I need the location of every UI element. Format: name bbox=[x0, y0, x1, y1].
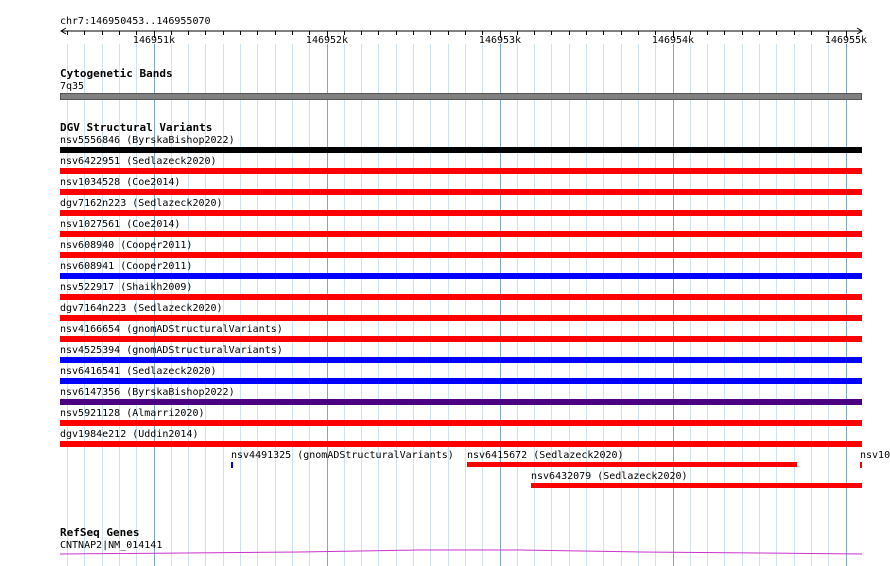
tick-label: 146954k bbox=[651, 35, 695, 46]
feature-label: nsv6432079 (Sedlazeck2020) bbox=[531, 471, 688, 482]
feature-label: nsv10 bbox=[860, 450, 890, 461]
variant-bar[interactable] bbox=[60, 378, 862, 384]
variant-bar[interactable] bbox=[60, 294, 862, 300]
variant-bar[interactable] bbox=[60, 315, 862, 321]
variant-bar[interactable] bbox=[60, 273, 862, 279]
variant-bar[interactable] bbox=[467, 462, 797, 467]
tick-label: 146951k bbox=[132, 35, 176, 46]
variant-label: dgv7164n223 (Sedlazeck2020) bbox=[60, 303, 223, 314]
gene-label: CNTNAP2|NM_014141 bbox=[60, 540, 163, 551]
variant-bar[interactable] bbox=[60, 441, 862, 447]
variant-label: nsv6416541 (Sedlazeck2020) bbox=[60, 366, 217, 377]
gene-feature[interactable] bbox=[0, 546, 890, 558]
variant-label: dgv7162n223 (Sedlazeck2020) bbox=[60, 198, 223, 209]
track-title: DGV Structural Variants bbox=[60, 121, 213, 134]
variant-label: nsv608941 (Cooper2011) bbox=[60, 261, 193, 272]
feature-label: nsv4491325 (gnomADStructuralVariants) bbox=[231, 450, 454, 461]
variant-bar[interactable] bbox=[860, 462, 862, 468]
variant-bar[interactable] bbox=[60, 252, 862, 258]
variant-label: nsv522917 (Shaikh2009) bbox=[60, 282, 193, 293]
variant-label: nsv5921128 (Almarri2020) bbox=[60, 408, 205, 419]
variant-bar[interactable] bbox=[60, 399, 862, 405]
variant-label: nsv4525394 (gnomADStructuralVariants) bbox=[60, 345, 283, 356]
cytoband-bar[interactable] bbox=[60, 93, 862, 100]
variant-bar[interactable] bbox=[60, 189, 862, 195]
tick-label: 146953k bbox=[478, 35, 522, 46]
variant-label: nsv6422951 (Sedlazeck2020) bbox=[60, 156, 217, 167]
variant-label: nsv1034528 (Coe2014) bbox=[60, 177, 181, 188]
variant-label: nsv1027561 (Coe2014) bbox=[60, 219, 181, 230]
band-label: 7q35 bbox=[60, 81, 85, 92]
variant-label: nsv608940 (Cooper2011) bbox=[60, 240, 193, 251]
variant-bar[interactable] bbox=[231, 462, 233, 468]
variant-bar[interactable] bbox=[531, 483, 862, 488]
variant-label: nsv6147356 (ByrskaBishop2022) bbox=[60, 387, 235, 398]
location-label: chr7:146950453..146955070 bbox=[60, 16, 211, 27]
variant-label: dgv1984e212 (Uddin2014) bbox=[60, 429, 199, 440]
variant-label: nsv4166654 (gnomADStructuralVariants) bbox=[60, 324, 283, 335]
variant-bar[interactable] bbox=[60, 231, 862, 237]
track-title: RefSeq Genes bbox=[60, 526, 140, 539]
variant-bar[interactable] bbox=[60, 168, 862, 174]
tick-label: 146952k bbox=[305, 35, 349, 46]
variant-bar[interactable] bbox=[60, 147, 862, 153]
variant-label: nsv5556846 (ByrskaBishop2022) bbox=[60, 135, 235, 146]
variant-bar[interactable] bbox=[60, 420, 862, 426]
variant-bar[interactable] bbox=[60, 357, 862, 363]
variant-bar[interactable] bbox=[60, 210, 862, 216]
variant-bar[interactable] bbox=[60, 336, 862, 342]
feature-label: nsv6415672 (Sedlazeck2020) bbox=[467, 450, 624, 461]
track-title: Cytogenetic Bands bbox=[60, 67, 173, 80]
tick-label: 146955k bbox=[824, 35, 868, 46]
